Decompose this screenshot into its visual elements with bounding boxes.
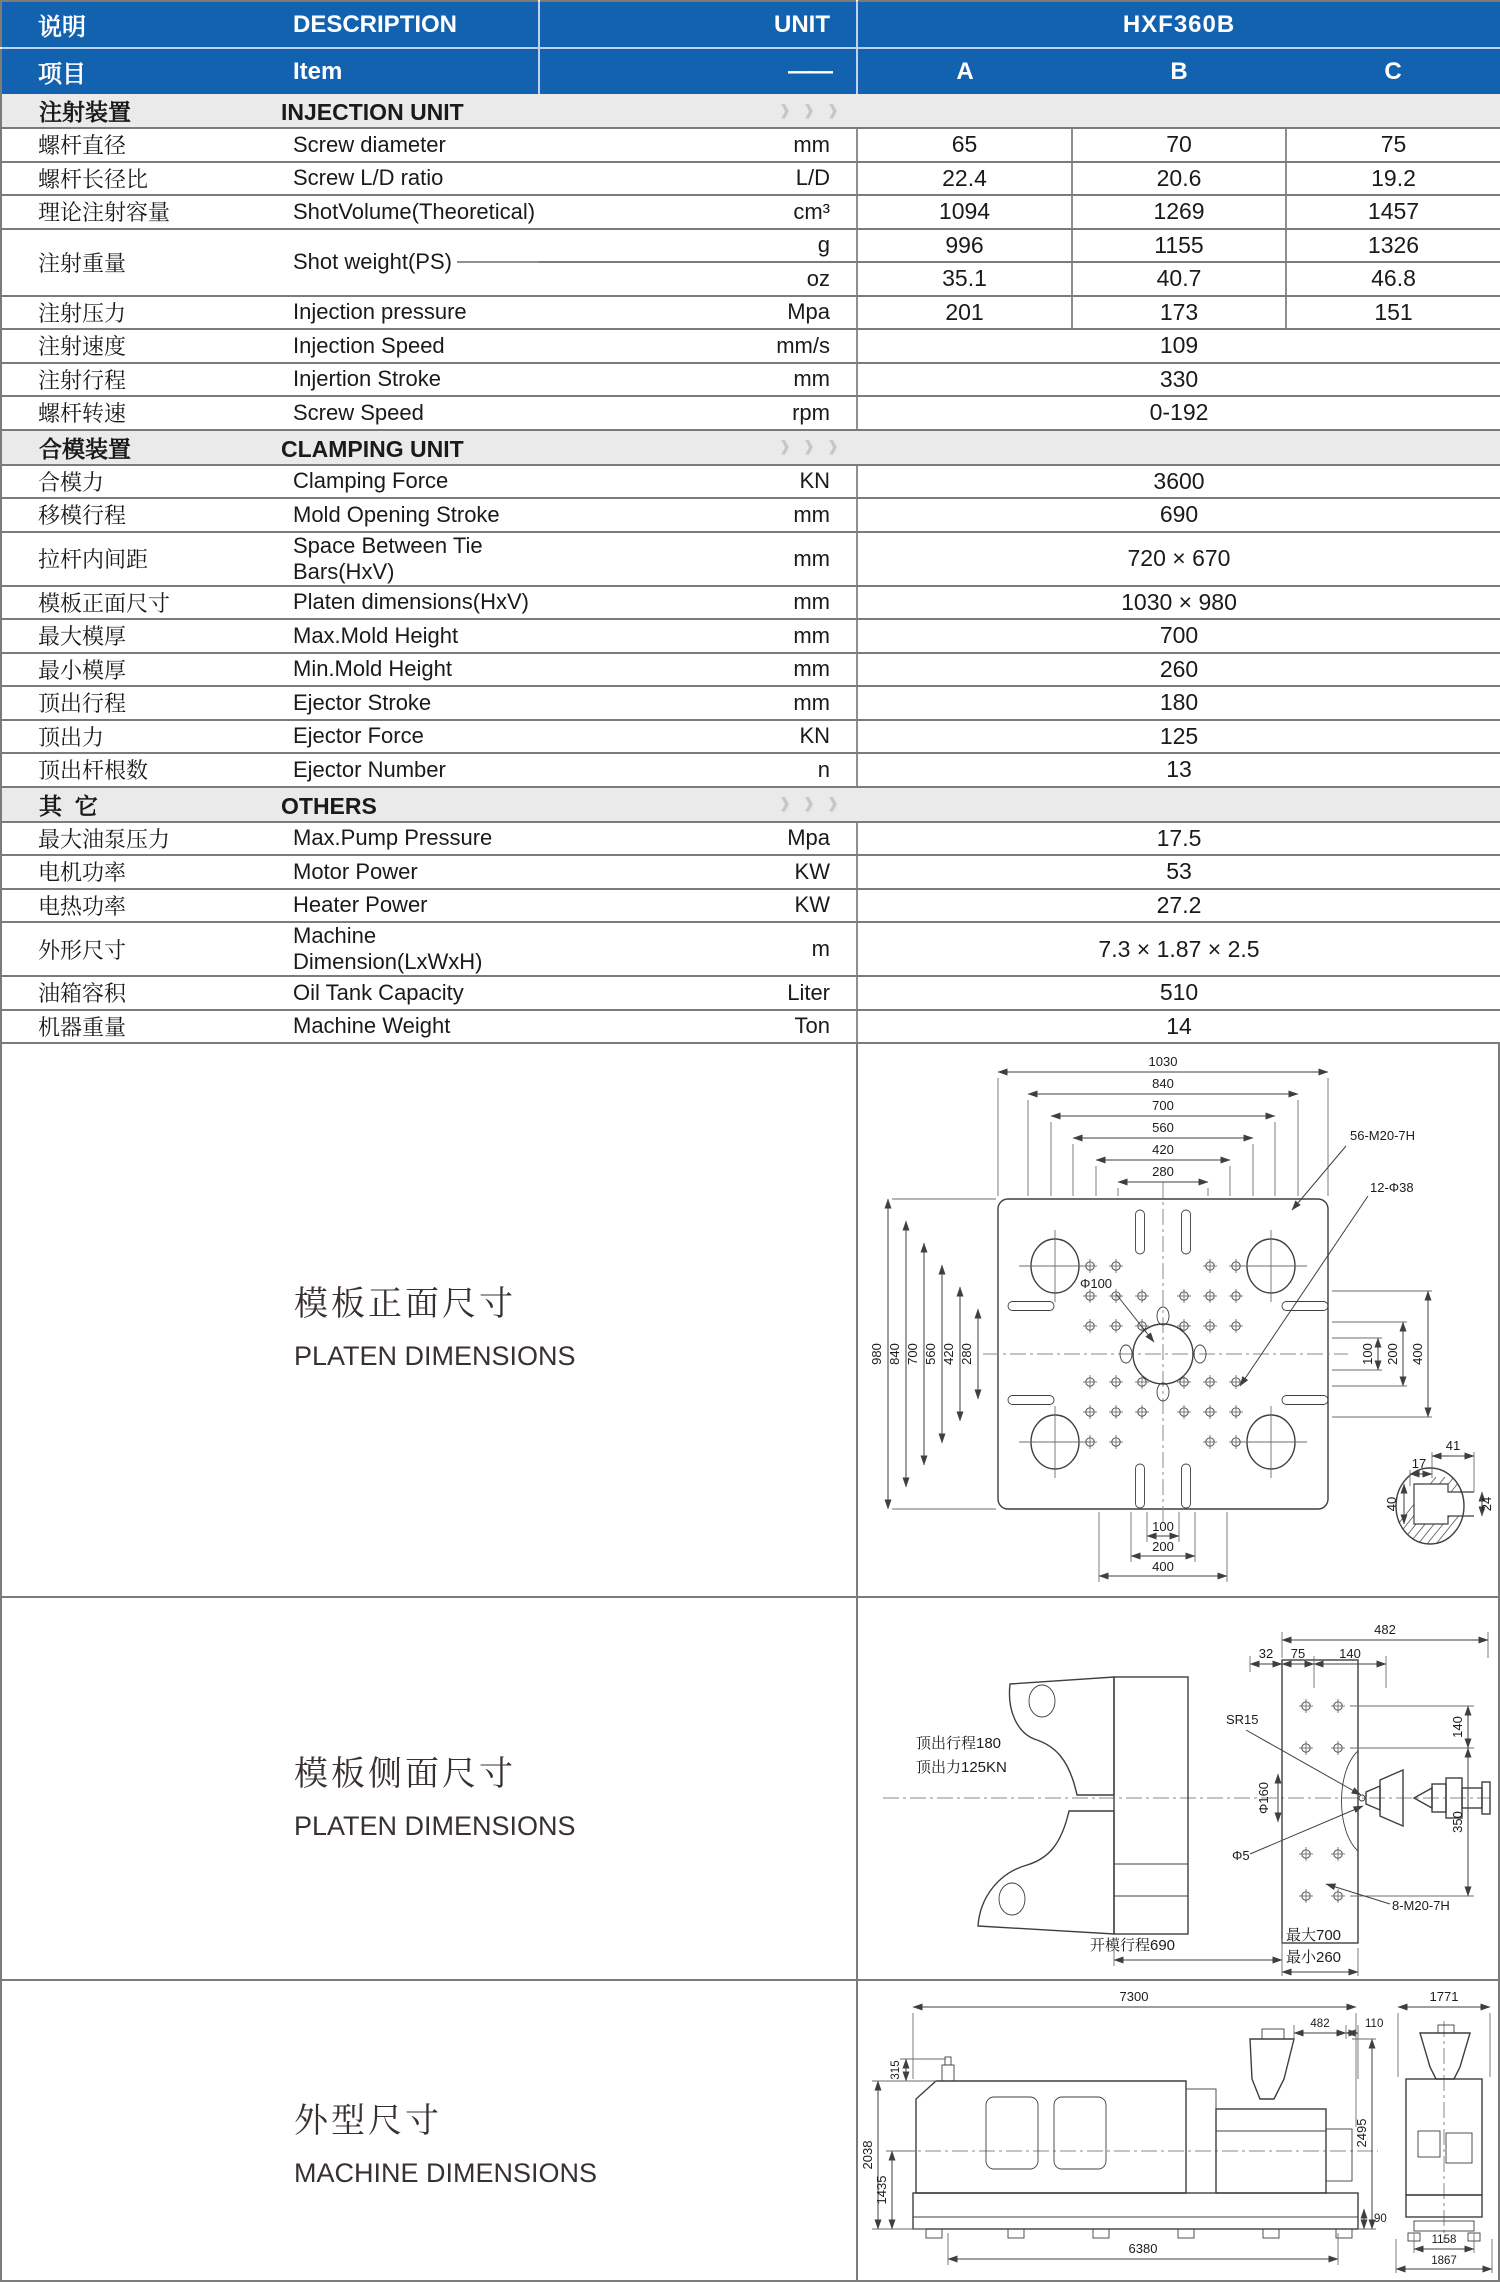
header-item-label: Item (279, 48, 539, 94)
table-row (1, 363, 1500, 397)
cell-en: Min.Mold Height (279, 653, 539, 687)
cell-value-a: 1094 (857, 195, 1072, 229)
cell-unit: cm³ (539, 195, 857, 229)
dim-label: 315 (890, 2060, 902, 2080)
min-height-label: 最小260 (1286, 1949, 1342, 1966)
cell-unit: Ton (539, 1010, 857, 1044)
diagram-title-cn: 模板侧面尺寸 (294, 1755, 516, 1793)
table-row (1, 619, 1500, 653)
sr15-label: SR15 (1226, 1712, 1259, 1727)
dim-label: 6380 (1128, 2241, 1158, 2256)
diagram-title-cn: 模板正面尺寸 (294, 1285, 516, 1323)
cell-value: 700 (857, 619, 1500, 653)
cell-cn: 外形尺寸 (1, 922, 279, 976)
dim-label: 140 (1450, 1716, 1465, 1738)
cell-value: 180 (857, 686, 1500, 720)
cell-cn: 最小模厚 (1, 653, 279, 687)
cell-value-c: 1326 (1286, 229, 1500, 263)
cell-en: Platen dimensions(HxV) (279, 586, 539, 620)
dim-label: 140 (1339, 1646, 1361, 1661)
detail-dim: 41 (1445, 1438, 1461, 1453)
section-cn: 合模装置 (39, 435, 131, 462)
cell-en: Max.Pump Pressure (279, 822, 539, 856)
cell-en: Injertion Stroke (279, 363, 539, 397)
section-row-others (1, 787, 1500, 822)
cell-value: 7.3 × 1.87 × 2.5 (857, 922, 1500, 976)
cell-cn: 注射压力 (1, 296, 279, 330)
section-en: INJECTION UNIT (281, 99, 464, 125)
section-cell (1, 88, 1500, 130)
table-row (1, 128, 1500, 162)
cell-value-c: 46.8 (1286, 262, 1500, 296)
section-cn: 注射装置 (39, 99, 131, 125)
table-row (1, 753, 1500, 787)
table-row (1, 498, 1500, 532)
cell-value-c: 19.2 (1286, 162, 1500, 196)
dim-label: 350 (1450, 1811, 1465, 1833)
cell-en: Motor Power (279, 855, 539, 889)
cell-cn: 模板正面尺寸 (1, 586, 279, 620)
table-row (1, 195, 1500, 229)
cell-value: 27.2 (857, 889, 1500, 923)
dim-label: 840 (1152, 1076, 1174, 1091)
cell-unit: rpm (539, 396, 857, 430)
diagram-title-en: PLATEN DIMENSIONS (294, 1811, 576, 1841)
cell-cn: 顶出行程 (1, 686, 279, 720)
cell-unit: mm (539, 128, 857, 162)
cell-unit: mm/s (539, 329, 857, 363)
cell-unit: KN (539, 465, 857, 499)
section-cell (1, 424, 1500, 466)
cell-cn: 合模力 (1, 465, 279, 499)
table-row (1, 586, 1500, 620)
dash-glyph: —— (788, 57, 830, 85)
cell-cn: 移模行程 (1, 498, 279, 532)
cell-cn: 机器重量 (1, 1010, 279, 1044)
diagram-title-cn: 外型尺寸 (294, 2102, 442, 2140)
cell-en: Screw L/D ratio (279, 162, 539, 196)
cell-value: 690 (857, 498, 1500, 532)
header-model-label: HXF360B (857, 1, 1500, 48)
cell-cn: 理论注射容量 (1, 195, 279, 229)
dim-label: 560 (923, 1343, 938, 1365)
cell-value-b: 1155 (1072, 229, 1286, 263)
header-unit-dash (539, 48, 857, 94)
cell-en: Mold Opening Stroke (279, 498, 539, 532)
cell-value: 125 (857, 720, 1500, 754)
ejector-stroke-note: 顶出行程180 (916, 1735, 1002, 1752)
ejector-force-note: 顶出力125KN (916, 1759, 1007, 1776)
cell-value-b: 40.7 (1072, 262, 1286, 296)
cell-unit: mm (539, 653, 857, 687)
cell-value: 14 (857, 1010, 1500, 1044)
cell-value-b: 1269 (1072, 195, 1286, 229)
chevrons-icon: ››› (780, 424, 852, 466)
diagram-row-platen-front (0, 1044, 1500, 1598)
dim-label: 482 (1374, 1622, 1396, 1637)
cell-unit: mm (539, 686, 857, 720)
table-row (1, 229, 1500, 263)
chevrons-icon: ››› (780, 781, 852, 823)
cell-unit: mm (539, 532, 857, 586)
cell-unit: L/D (539, 162, 857, 196)
spec-table (0, 0, 1500, 1044)
cell-value-b: 20.6 (1072, 162, 1286, 196)
table-row (1, 855, 1500, 889)
cell-value-c: 151 (1286, 296, 1500, 330)
dim-label: 560 (1152, 1120, 1174, 1135)
bolt-callout-label: 56-M20-7H (1350, 1128, 1416, 1143)
cell-cn: 注射重量 (1, 229, 279, 296)
cell-value: 720 × 670 (857, 532, 1500, 586)
cell-en: Ejector Number (279, 753, 539, 787)
dim-label: 200 (1385, 1343, 1400, 1365)
section-en: OTHERS (281, 792, 377, 819)
machine-svg (858, 1981, 1498, 2280)
cell-value-a: 65 (857, 128, 1072, 162)
cell-unit: Liter (539, 976, 857, 1010)
header-col-a: A (857, 48, 1072, 94)
section-cn: 其 它 (39, 792, 98, 819)
dim-label: 7300 (1119, 1989, 1149, 2004)
cell-value: 13 (857, 753, 1500, 787)
dim-label: 700 (1152, 1098, 1174, 1113)
cell-unit: mm (539, 363, 857, 397)
cell-value-a: 22.4 (857, 162, 1072, 196)
section-cell (1, 781, 1500, 823)
cell-en: Screw diameter (279, 128, 539, 162)
cell-value-a: 996 (857, 229, 1072, 263)
dim-label: 90 (1374, 2213, 1387, 2225)
cell-cn: 螺杆直径 (1, 128, 279, 162)
cell-en: Max.Mold Height (279, 619, 539, 653)
cell-en: Injection pressure (279, 296, 539, 330)
cell-cn: 电机功率 (1, 855, 279, 889)
header-col-b: B (1072, 48, 1286, 94)
cell-unit: mm (539, 586, 857, 620)
cell-en: Oil Tank Capacity (279, 976, 539, 1010)
left-dimension-chain (869, 1199, 996, 1509)
cell-cn: 油箱容积 (1, 976, 279, 1010)
dim-label: 400 (1152, 1559, 1174, 1574)
diagram-row-platen-side (0, 1598, 1500, 1981)
cell-unit: Mpa (539, 296, 857, 330)
cell-cn: 电热功率 (1, 889, 279, 923)
table-row (1, 396, 1500, 430)
bolt-callout-label: 8-M20-7H (1392, 1898, 1450, 1913)
platen-side-svg (858, 1598, 1498, 1979)
dim-label: 700 (905, 1343, 920, 1365)
cell-en: Screw Speed (279, 396, 539, 430)
cell-value: 0-192 (857, 396, 1500, 430)
machine-drawing (856, 1981, 1498, 2280)
dim-label: 482 (1310, 2018, 1330, 2030)
cell-en: Space Between Tie Bars(HxV) (279, 532, 539, 586)
max-height-label: 最大700 (1286, 1927, 1342, 1944)
dim-label: 840 (887, 1343, 902, 1365)
dim-label: 420 (941, 1343, 956, 1365)
bottom-dimension-chain (1099, 1512, 1227, 1582)
header-row-1 (1, 1, 1500, 48)
hole-callout-label: 12-Φ38 (1370, 1180, 1414, 1195)
dim-label: 280 (959, 1343, 974, 1365)
cell-cn: 螺杆长径比 (1, 162, 279, 196)
header-description-label: DESCRIPTION (279, 1, 539, 48)
machine-dimensions (860, 1989, 1492, 2273)
platen-outline (983, 1182, 1348, 1524)
cell-en: Shot weight(PS) (279, 229, 539, 296)
cell-cn: 拉杆内间距 (1, 532, 279, 586)
cell-en: Injection Speed (279, 329, 539, 363)
cell-unit: n (539, 753, 857, 787)
dim-label: 75 (1290, 1646, 1306, 1661)
diagram-row-machine (0, 1981, 1500, 2282)
dim-label: 200 (1152, 1539, 1174, 1554)
table-header (1, 1, 1500, 94)
cell-unit: mm (539, 619, 857, 653)
header-cn-label: 说明 (1, 1, 279, 48)
dim-label: 280 (1152, 1164, 1174, 1179)
diagram-title-en: MACHINE DIMENSIONS (294, 2158, 598, 2188)
cell-cn: 注射行程 (1, 363, 279, 397)
cell-value-b: 70 (1072, 128, 1286, 162)
open-stroke-label: 开模行程690 (1090, 1937, 1176, 1954)
cell-unit: g (539, 229, 857, 263)
cell-en: Heater Power (279, 889, 539, 923)
table-row (1, 976, 1500, 1010)
cell-cn: 螺杆转速 (1, 396, 279, 430)
cell-en: ShotVolume(Theoretical) (279, 195, 539, 229)
table-row (1, 329, 1500, 363)
cell-en: Machine Dimension(LxWxH) (279, 922, 539, 976)
platen-front-svg (858, 1044, 1498, 1596)
cell-value-a: 201 (857, 296, 1072, 330)
dim-label: 32 (1258, 1646, 1274, 1661)
table-row (1, 465, 1500, 499)
detail-dim: 17 (1411, 1456, 1427, 1471)
dim-label: 400 (1410, 1343, 1425, 1365)
diagram-label-block (294, 1276, 576, 1372)
cell-en: Machine Weight (279, 1010, 539, 1044)
cell-en: Clamping Force (279, 465, 539, 499)
cell-en: Ejector Stroke (279, 686, 539, 720)
cell-unit: mm (539, 498, 857, 532)
platen-front-drawing (856, 1044, 1498, 1596)
d5-label: Φ5 (1232, 1848, 1250, 1863)
section-row-clamping (1, 430, 1500, 465)
table-row (1, 162, 1500, 196)
platen-side-drawing (856, 1598, 1498, 1979)
dim-label: 1158 (1431, 2234, 1457, 2246)
table-row (1, 686, 1500, 720)
cell-value: 53 (857, 855, 1500, 889)
section-en: CLAMPING UNIT (281, 435, 464, 462)
d160-label: Φ160 (1256, 1781, 1271, 1815)
dim-label: 2495 (1354, 2118, 1369, 2148)
cell-value: 109 (857, 329, 1500, 363)
dim-label: 1771 (1429, 1989, 1459, 2004)
table-row (1, 1010, 1500, 1044)
cell-unit: KN (539, 720, 857, 754)
cell-unit: Mpa (539, 822, 857, 856)
center-hole-label: Φ100 (1079, 1276, 1113, 1291)
cell-cn: 注射速度 (1, 329, 279, 363)
table-row (1, 653, 1500, 687)
side-view-dimensions (916, 1622, 1488, 1976)
dim-label: 100 (1152, 1519, 1174, 1534)
cell-cn: 顶出杆根数 (1, 753, 279, 787)
detail-dim: 40 (1384, 1496, 1399, 1512)
header-cn-item: 项目 (1, 48, 279, 94)
table-row (1, 532, 1500, 586)
table-row (1, 822, 1500, 856)
dim-label: 2038 (860, 2140, 875, 2170)
cell-en: Ejector Force (279, 720, 539, 754)
section-row-injection (1, 94, 1500, 128)
cell-value-c: 75 (1286, 128, 1500, 162)
cell-unit: m (539, 922, 857, 976)
cell-unit: KW (539, 889, 857, 923)
cell-value-a: 35.1 (857, 262, 1072, 296)
diagram-label-block (294, 1746, 576, 1842)
chevrons-icon: ››› (780, 88, 852, 130)
table-row (1, 720, 1500, 754)
machine-end-view (1406, 2021, 1482, 2243)
cell-value-b: 173 (1072, 296, 1286, 330)
cell-value-c: 1457 (1286, 195, 1500, 229)
table-row (1, 922, 1500, 976)
cell-cn: 最大模厚 (1, 619, 279, 653)
cell-value: 1030 × 980 (857, 586, 1500, 620)
dim-label: 1867 (1431, 2255, 1457, 2267)
header-unit-label: UNIT (539, 1, 857, 48)
dim-label: 1030 (1148, 1054, 1178, 1069)
cell-value: 510 (857, 976, 1500, 1010)
dim-label: 980 (869, 1343, 884, 1365)
cell-cn: 最大油泵压力 (1, 822, 279, 856)
tslot-detail (1378, 1438, 1498, 1549)
header-row-2 (1, 48, 1500, 94)
cell-cn: 顶出力 (1, 720, 279, 754)
dim-label: 110 (1365, 2018, 1384, 2030)
dim-label: 1435 (874, 2175, 889, 2205)
diagram-label-block (294, 2093, 597, 2189)
cell-value: 3600 (857, 465, 1500, 499)
detail-dim: 24 (1479, 1496, 1494, 1512)
header-col-c: C (1286, 48, 1500, 94)
cell-unit: KW (539, 855, 857, 889)
dim-label: 100 (1360, 1343, 1375, 1365)
cell-value: 17.5 (857, 822, 1500, 856)
machine-side-view (898, 2029, 1378, 2238)
table-row (1, 889, 1500, 923)
cell-value: 330 (857, 363, 1500, 397)
diagram-title-en: PLATEN DIMENSIONS (294, 1341, 576, 1371)
dim-label: 420 (1152, 1142, 1174, 1157)
top-dimension-chain (998, 1054, 1328, 1196)
cell-value: 260 (857, 653, 1500, 687)
table-row (1, 296, 1500, 330)
cell-unit: oz (539, 262, 857, 296)
